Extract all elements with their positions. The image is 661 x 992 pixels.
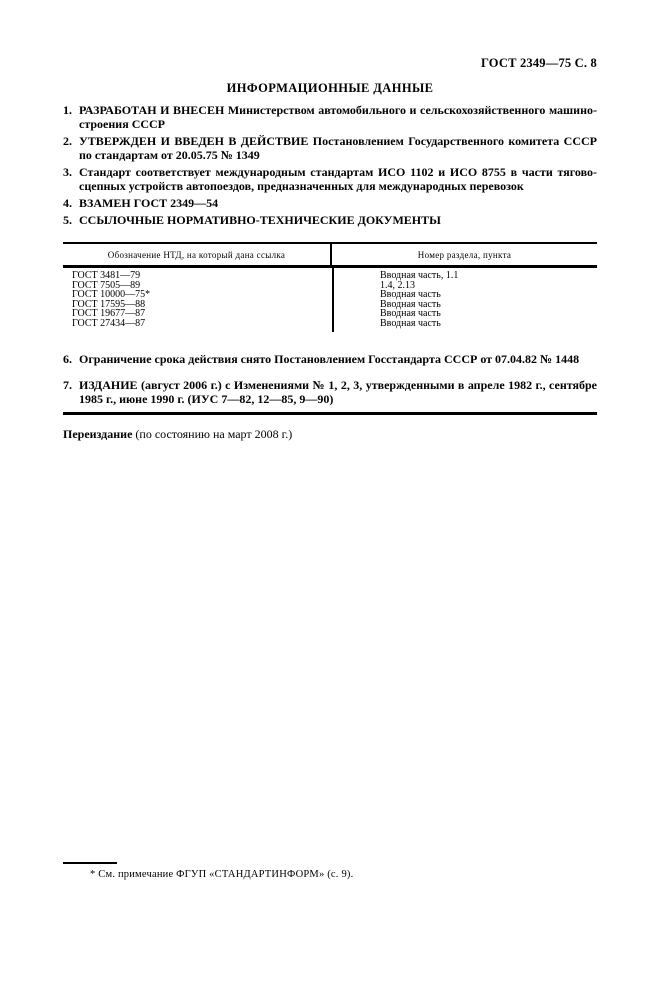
list-item-1 <box>63 103 597 131</box>
item-text: РАЗРАБОТАН И ВНЕСЕН Министерством автомобильного и сельскохозяйственного машиностроения СССР <box>79 103 597 131</box>
reprint-date-note: (по состоянию на март 2008 г.) <box>132 427 293 441</box>
item-number: 3. <box>63 165 72 179</box>
footnote-separator-rule <box>63 862 117 864</box>
list-item-7 <box>63 378 597 406</box>
cell-section: Вводная часть <box>380 317 441 329</box>
table-row <box>63 319 597 329</box>
table-column-divider <box>332 268 334 332</box>
cell-ntd: ГОСТ 19677—87 <box>72 308 146 319</box>
references-table <box>63 242 597 332</box>
item-text: ИЗДАНИЕ (август 2006 г.) с Изменениями № 1, 2, 3, утвержденными в апреле 1982 г., сентябре 1985 г., июне 1990 г. (ИУС 7—82, 12—85, 9—90) <box>79 378 597 406</box>
cell-section: Вводная часть <box>380 298 441 310</box>
list-item-5 <box>63 213 597 227</box>
cell-ntd: ГОСТ 3481—79 <box>72 270 141 281</box>
list-item-6 <box>63 352 597 366</box>
cell-ntd: ГОСТ 17595—88 <box>72 298 146 310</box>
item-text: УТВЕРЖДЕН И ВВЕДЕН В ДЕЙСТВИЕ Постановлением Государственного комитета СССР по стандартам от 20.05.75 № 1349 <box>79 134 597 162</box>
cell-section: Вводная часть <box>380 308 441 319</box>
item-text: ССЫЛОЧНЫЕ НОРМАТИВНО-ТЕХНИЧЕСКИЕ ДОКУМЕНТЫ <box>79 213 441 227</box>
section-divider-rule <box>63 412 597 415</box>
page-title: ИНФОРМАЦИОННЫЕ ДАННЫЕ <box>226 81 434 95</box>
cell-ntd: ГОСТ 27434—87 <box>72 317 146 329</box>
document-page <box>0 56 661 992</box>
cell-ntd: ГОСТ 7505—89 <box>72 279 141 291</box>
cell-section: 1.4, 2.13 <box>380 279 415 291</box>
reprint-label: Переиздание <box>63 427 133 441</box>
list-item-2 <box>63 134 597 162</box>
references-table-header <box>63 244 597 268</box>
item-text: ВЗАМЕН ГОСТ 2349—54 <box>79 196 219 210</box>
column-header-ntd: Обозначение НТД, на который дана ссылка <box>63 244 332 265</box>
table-row <box>63 271 597 281</box>
page-header: ГОСТ 2349—75 С. 8 <box>480 56 597 70</box>
item-text: Ограничение срока действия снято Постановлением Госстандарта СССР от 07.04.82 № 1448 <box>79 352 580 366</box>
list-item-4 <box>63 196 597 210</box>
item-number: 1. <box>63 103 72 117</box>
footnote-text: * См. примечание ФГУП «СТАНДАРТИНФОРМ» (с. 9). <box>90 869 354 880</box>
info-items-list <box>63 103 597 406</box>
item-number: 2. <box>63 134 72 148</box>
column-header-section: Номер раздела, пункта <box>417 249 512 260</box>
cell-section: Вводная часть <box>380 289 441 300</box>
item-text: Стандарт соответствует международным стандартам ИСО 1102 и ИСО 8755 в части тягово-сцепных устройств автопоездов, предназначенных для международных перевозок <box>79 165 597 193</box>
list-item-3 <box>63 165 597 193</box>
reprint-note <box>63 427 597 441</box>
references-table-body <box>63 268 597 332</box>
footnote <box>63 862 597 881</box>
item-number: 4. <box>63 196 72 210</box>
cell-ntd: ГОСТ 10000—75* <box>72 289 151 300</box>
cell-section: Вводная часть, 1.1 <box>380 270 459 281</box>
item-number: 7. <box>63 378 72 392</box>
item-number: 6. <box>63 352 72 366</box>
item-number: 5. <box>63 213 72 227</box>
